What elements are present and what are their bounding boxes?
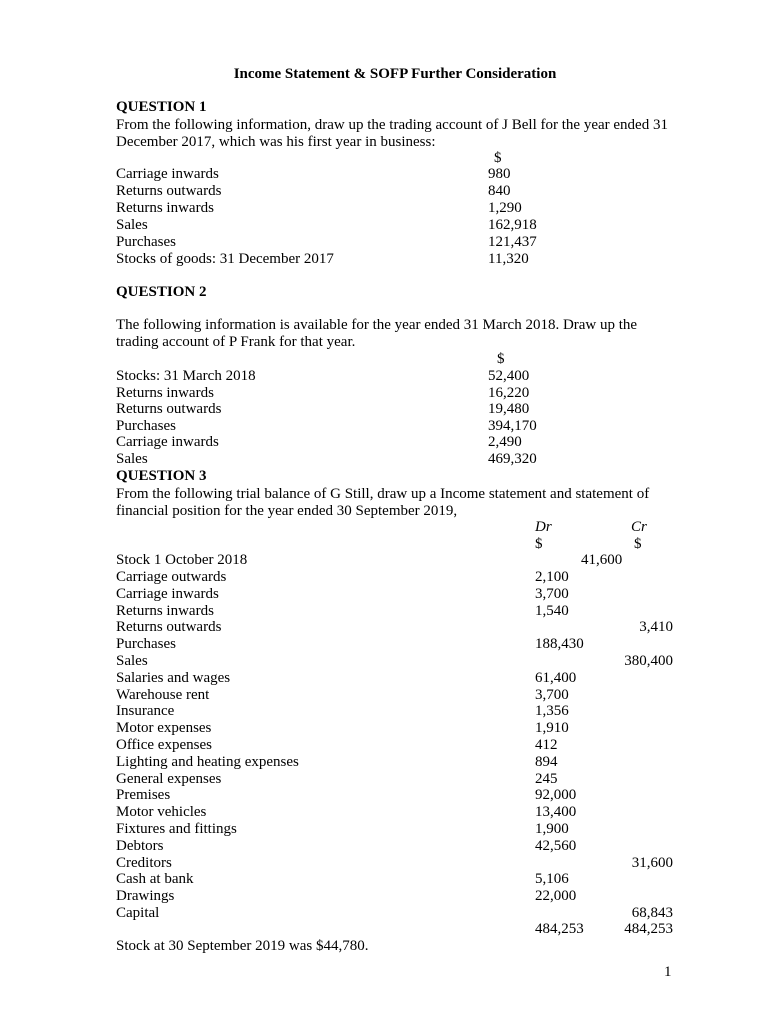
debit-value: 92,000: [535, 787, 577, 804]
credit-column-header: Cr: [631, 519, 647, 535]
trial-balance-stock-row: [116, 552, 676, 569]
debit-currency: $: [535, 536, 543, 552]
row-label: Debtors: [116, 837, 164, 854]
debit-value: 3,700: [535, 585, 569, 602]
page-number: 1: [664, 964, 672, 980]
row-value: 11,320: [488, 251, 529, 267]
row-label: Returns outwards: [116, 619, 222, 636]
question-2-currency: $: [497, 351, 505, 367]
debit-value: 894: [535, 753, 558, 770]
debit-value: 13,400: [535, 804, 577, 821]
table-row: [116, 368, 676, 385]
row-value: 162,918: [488, 217, 537, 233]
row-label: Office expenses: [116, 737, 212, 753]
row-value: 52,400: [488, 368, 530, 384]
row-value: 840: [488, 183, 511, 199]
table-row: [116, 636, 676, 653]
row-label: General expenses: [116, 770, 222, 787]
table-row: [116, 418, 676, 435]
row-label: Stocks: 31 March 2018: [116, 368, 256, 384]
table-row: [116, 251, 676, 268]
row-value: 394,170: [488, 417, 537, 434]
table-row: [116, 703, 676, 720]
question-1-text: From the following information, draw up the trading account of J Bell for the year ended 31 December 2017, which was his first year in business:: [116, 117, 668, 150]
table-row: [116, 166, 676, 183]
debit-value: 61,400: [535, 669, 577, 686]
row-label: Carriage inwards: [116, 585, 219, 602]
debit-value: 188,430: [535, 636, 584, 653]
table-row: [116, 737, 676, 754]
debit-value: 412: [535, 737, 558, 753]
table-row: [116, 905, 676, 922]
table-row: [116, 183, 676, 200]
table-row: [116, 838, 676, 855]
row-label: Stocks of goods: 31 December 2017: [116, 251, 334, 267]
table-row: [116, 200, 676, 217]
table-row: [116, 687, 676, 704]
total-debit: 484,253: [535, 921, 584, 937]
credit-value: 380,400: [624, 653, 673, 669]
row-value: 41,600: [581, 552, 623, 568]
row-label: Premises: [116, 787, 171, 804]
debit-value: 3,700: [535, 686, 569, 703]
table-row: [116, 771, 676, 788]
debit-value: 22,000: [535, 888, 577, 905]
table-row: [116, 217, 676, 234]
credit-value: 31,600: [631, 854, 673, 871]
row-label: Returns inwards: [116, 200, 214, 216]
row-label: Cash at bank: [116, 871, 194, 888]
table-row: [116, 385, 676, 402]
row-label: Returns outwards: [116, 183, 222, 199]
debit-value: 5,106: [535, 871, 569, 888]
table-row: [116, 234, 676, 251]
row-label: Motor expenses: [116, 720, 212, 737]
table-row: [116, 434, 676, 451]
row-label: Fixtures and fittings: [116, 821, 237, 837]
closing-stock-note: Stock at 30 September 2019 was $44,780.: [116, 938, 369, 954]
row-label: Carriage inwards: [116, 166, 219, 182]
credit-value: 68,843: [631, 905, 673, 921]
row-label: Lighting and heating expenses: [116, 753, 299, 770]
trial-balance-total-row: [116, 921, 676, 938]
table-row: [116, 720, 676, 737]
table-row: [116, 569, 676, 586]
table-row: [116, 451, 676, 468]
table-row: [116, 888, 676, 905]
row-value: 1,290: [488, 200, 522, 216]
debit-value: 1,910: [535, 720, 569, 737]
table-row: [116, 670, 676, 687]
question-2-heading: QUESTION 2: [116, 284, 207, 300]
row-value: 121,437: [488, 234, 537, 250]
row-label: Stock 1 October 2018: [116, 552, 248, 568]
row-label: Returns inwards: [116, 602, 214, 619]
question-2-text: The following information is available for the year ended 31 March 2018. Draw up the trading account of P Frank for that year.: [116, 317, 638, 350]
table-row: [116, 821, 676, 838]
question-3-heading: QUESTION 3: [116, 468, 207, 484]
credit-currency: $: [634, 536, 642, 552]
table-row: [116, 787, 676, 804]
row-label: Returns inwards: [116, 384, 214, 401]
table-row: [116, 754, 676, 771]
row-label: Drawings: [116, 888, 175, 905]
debit-value: 42,560: [535, 837, 577, 854]
row-label: Motor vehicles: [116, 804, 207, 821]
total-credit: 484,253: [624, 921, 673, 937]
table-row: [116, 586, 676, 603]
row-value: 2,490: [488, 434, 522, 451]
table-row: [116, 855, 676, 872]
table-row: [116, 619, 676, 636]
row-label: Returns outwards: [116, 401, 222, 418]
table-row: [116, 871, 676, 888]
row-label: Purchases: [116, 636, 176, 653]
page-title: Income Statement & SOFP Further Consideration: [233, 66, 557, 82]
debit-column-header: Dr: [535, 519, 552, 535]
debit-value: 1,900: [535, 821, 569, 837]
row-label: Carriage inwards: [116, 434, 219, 451]
question-1-currency: $: [494, 150, 502, 166]
debit-value: 245: [535, 770, 558, 787]
debit-value: 1,356: [535, 703, 569, 720]
table-row: [116, 653, 676, 670]
table-row: [116, 804, 676, 821]
row-label: Sales: [116, 451, 148, 467]
row-label: Carriage outwards: [116, 569, 227, 585]
row-value: 16,220: [488, 384, 530, 401]
table-row: [116, 401, 676, 418]
debit-value: 2,100: [535, 569, 569, 585]
row-label: Purchases: [116, 234, 176, 250]
question-3-text: From the following trial balance of G Still, draw up a Income statement and statement of financial position for the year ended 30 September 2019,: [116, 486, 650, 519]
row-label: Salaries and wages: [116, 669, 231, 686]
row-label: Sales: [116, 217, 148, 233]
row-label: Purchases: [116, 417, 176, 434]
question-1-heading: QUESTION 1: [116, 99, 207, 115]
row-value: 980: [488, 166, 511, 182]
row-label: Warehouse rent: [116, 686, 210, 703]
table-row: [116, 603, 676, 620]
row-label: Insurance: [116, 703, 175, 720]
row-value: 19,480: [488, 401, 530, 418]
row-label: Capital: [116, 905, 160, 921]
row-label: Sales: [116, 653, 148, 669]
row-label: Creditors: [116, 854, 172, 871]
debit-value: 1,540: [535, 602, 569, 619]
credit-value: 3,410: [639, 619, 673, 636]
row-value: 469,320: [488, 451, 537, 467]
